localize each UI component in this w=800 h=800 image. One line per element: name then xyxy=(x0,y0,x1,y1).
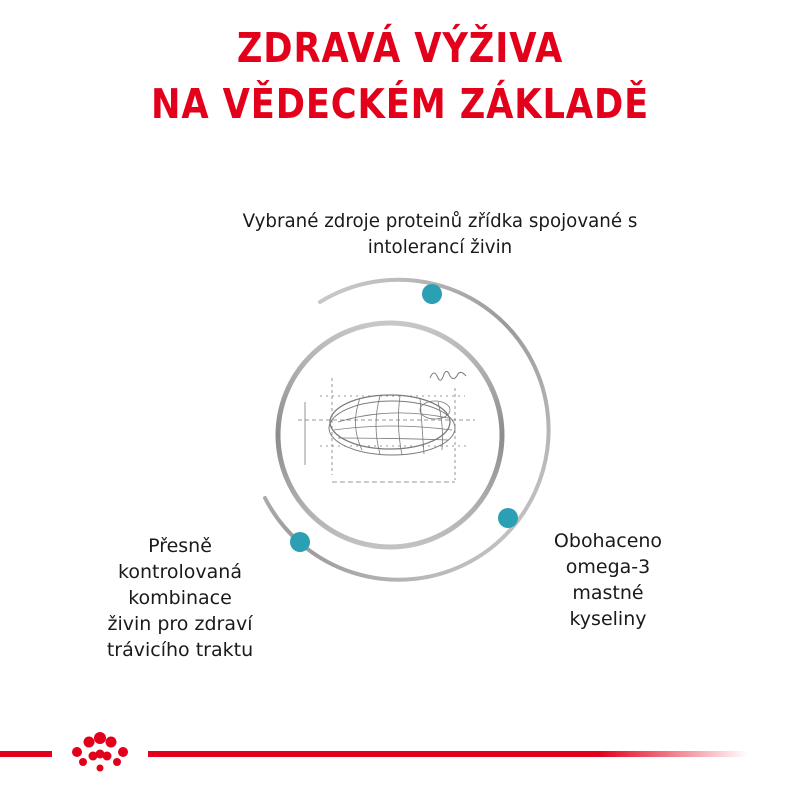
teal-dot-left xyxy=(290,532,310,552)
headline xyxy=(56,20,744,132)
benefit-top-line-2: intolerancí živin xyxy=(367,236,513,258)
benefit-top-line-1: Vybrané zdroje proteinů zřídka spojované s xyxy=(242,210,638,232)
royal-canin-crown-icon xyxy=(55,728,145,778)
teal-dot-top xyxy=(422,284,442,304)
benefit-right-line-2: omega-3 xyxy=(565,556,651,578)
teal-dot-right xyxy=(498,508,518,528)
benefit-left-line-5: trávicího traktu xyxy=(106,639,254,661)
benefit-left-line-3: kombinace xyxy=(128,587,232,609)
headline-line-2: NA VĚDECKÉM ZÁKLADĚ xyxy=(150,80,650,128)
brand-bar-right xyxy=(148,751,748,757)
benefit-right-line-3: mastné xyxy=(572,582,644,604)
benefit-left-line-1: Přesně xyxy=(148,535,212,557)
benefit-right-line-1: Obohaceno xyxy=(553,530,663,552)
kibble-sketch-icon xyxy=(298,371,475,482)
benefit-left-line-2: kontrolovaná xyxy=(118,561,242,583)
kibble-diagram xyxy=(220,270,560,600)
benefit-right-line-4: kyseliny xyxy=(569,608,647,630)
headline-line-1: ZDRAVÁ VÝŽIVA xyxy=(236,24,564,72)
inner-ring xyxy=(278,323,502,547)
brand-bar-left xyxy=(0,751,52,757)
benefit-protein-sources xyxy=(171,208,709,260)
benefit-left-line-4: živin pro zdraví xyxy=(107,613,253,635)
